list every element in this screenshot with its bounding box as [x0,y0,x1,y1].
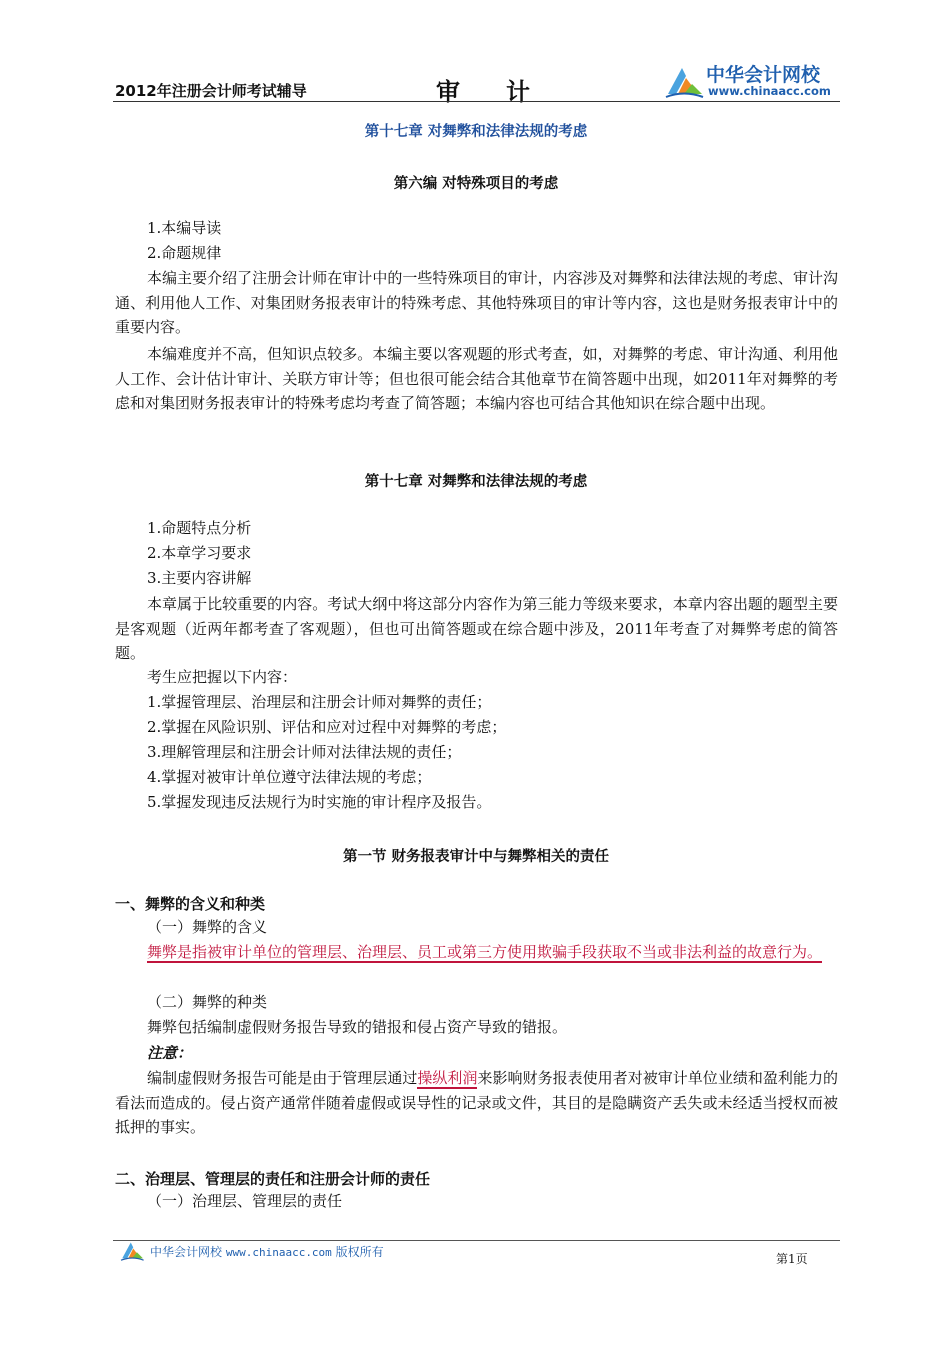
chapter-point-1: 1.掌握管理层、治理层和注册会计师对舞弊的责任； [147,693,492,711]
part-paragraph-1: 本编主要介绍了注册会计师在审计中的一些特殊项目的审计，内容涉及对舞弊和法律法规的考虑、审计沟通、利用他人工作、对集团财务报表审计的特殊考虑、其他特殊项目的审计等内容，这也是财务报表审计中的重要内容。 [115,269,838,336]
header-subject: 审计 [436,78,576,106]
footer-logo-icon [118,1240,146,1262]
header-exam-title: 2012年注册会计师考试辅导 [115,82,307,100]
part-paragraph-2: 本编难度并不高，但知识点较多。本编主要以客观题的形式考查，如，对舞弊的考虑、审计沟通、利用他人工作、会计估计审计、关联方审计等；但也很可能会结合其他章节在简答题中出现，如2011年对舞弊的考虑和对集团财务报表审计的特殊考虑均考查了简答题；本编内容也可结合其他知识在综合题中出现。 [115,345,838,412]
chapter-point-3: 3.理解管理层和注册会计师对法律法规的责任； [147,743,462,761]
note-label: 注意： [147,1044,193,1062]
footer-brand-name: 中华会计网校 [150,1245,223,1259]
footer-url[interactable]: www.chinaacc.com [225,1246,332,1259]
chapter-item-1: 1.命题特点分析 [147,519,252,537]
section2-sub1: （一）治理层、管理层的责任 [147,1192,343,1210]
section1-sub1: （一）舞弊的含义 [147,918,268,936]
note-paragraph [115,1066,838,1140]
footer-divider [113,1240,840,1241]
logo-url: www.chinaacc.com [708,84,831,98]
section1-sub2: （二）舞弊的种类 [147,993,268,1011]
page-number: 第1页 [776,1252,808,1266]
chapter-item-2: 2.本章学习要求 [147,544,252,562]
chapter-title: 第十七章 对舞弊和法律法规的考虑 [364,474,588,490]
note-text-before: 编制虚假财务报告可能是由于管理层通过 [147,1069,418,1087]
section2-heading: 二、治理层、管理层的责任和注册会计师的责任 [115,1170,431,1188]
chapter-point-4: 4.掌握对被审计单位遵守法律法规的考虑； [147,768,432,786]
chapter-point-5: 5.掌握发现违反法规行为时实施的审计程序及报告。 [147,793,492,811]
logo-brand-name: 中华会计网校 [706,64,821,86]
note-text-after: 来影响财务报表使用者对被审计单位业绩和盈利能力的看法而造成的。侵占资产通常伴随着虚假或误导性的记录或文件，其目的是隐瞒资产丢失或未经适当授权而被抵押的事实。 [115,1069,838,1136]
footer-rights: 版权所有 [335,1245,384,1259]
chapter-title-running: 第十七章 对舞弊和法律法规的考虑 [364,124,588,140]
part-item-2: 2.命题规律 [147,244,222,262]
part-title: 第六编 对特殊项目的考虑 [393,176,559,192]
section-title: 第一节 财务报表审计中与舞弊相关的责任 [342,849,610,865]
header-logo[interactable] [664,60,844,104]
fraud-definition-text: 舞弊是指被审计单位的管理层、治理层、员工或第三方使用欺骗手段获取不当或非法利益的故意行为。 [147,943,823,961]
chinaacc-logo-icon [664,64,704,100]
chapter-lead: 考生应把握以下内容： [147,668,298,686]
note-highlight: 操纵利润 [417,1069,478,1087]
part-item-1: 1.本编导读 [147,219,222,237]
fraud-types: 舞弊包括编制虚假财务报告导致的错报和侵占资产导致的错报。 [147,1018,568,1036]
chapter-paragraph-1: 本章属于比较重要的内容。考试大纲中将这部分内容作为第三能力等级来要求，本章内容出题的题型主要是客观题（近两年都考查了客观题），但也可出简答题或在综合题中涉及，2011年考查了对舞弊考虑的简答题。 [115,595,838,662]
fraud-definition [115,940,838,965]
chapter-point-2: 2.掌握在风险识别、评估和应对过程中对舞弊的考虑； [147,718,507,736]
section1-heading: 一、舞弊的含义和种类 [115,895,266,913]
chapter-item-3: 3.主要内容讲解 [147,569,252,587]
header-divider [113,101,840,102]
